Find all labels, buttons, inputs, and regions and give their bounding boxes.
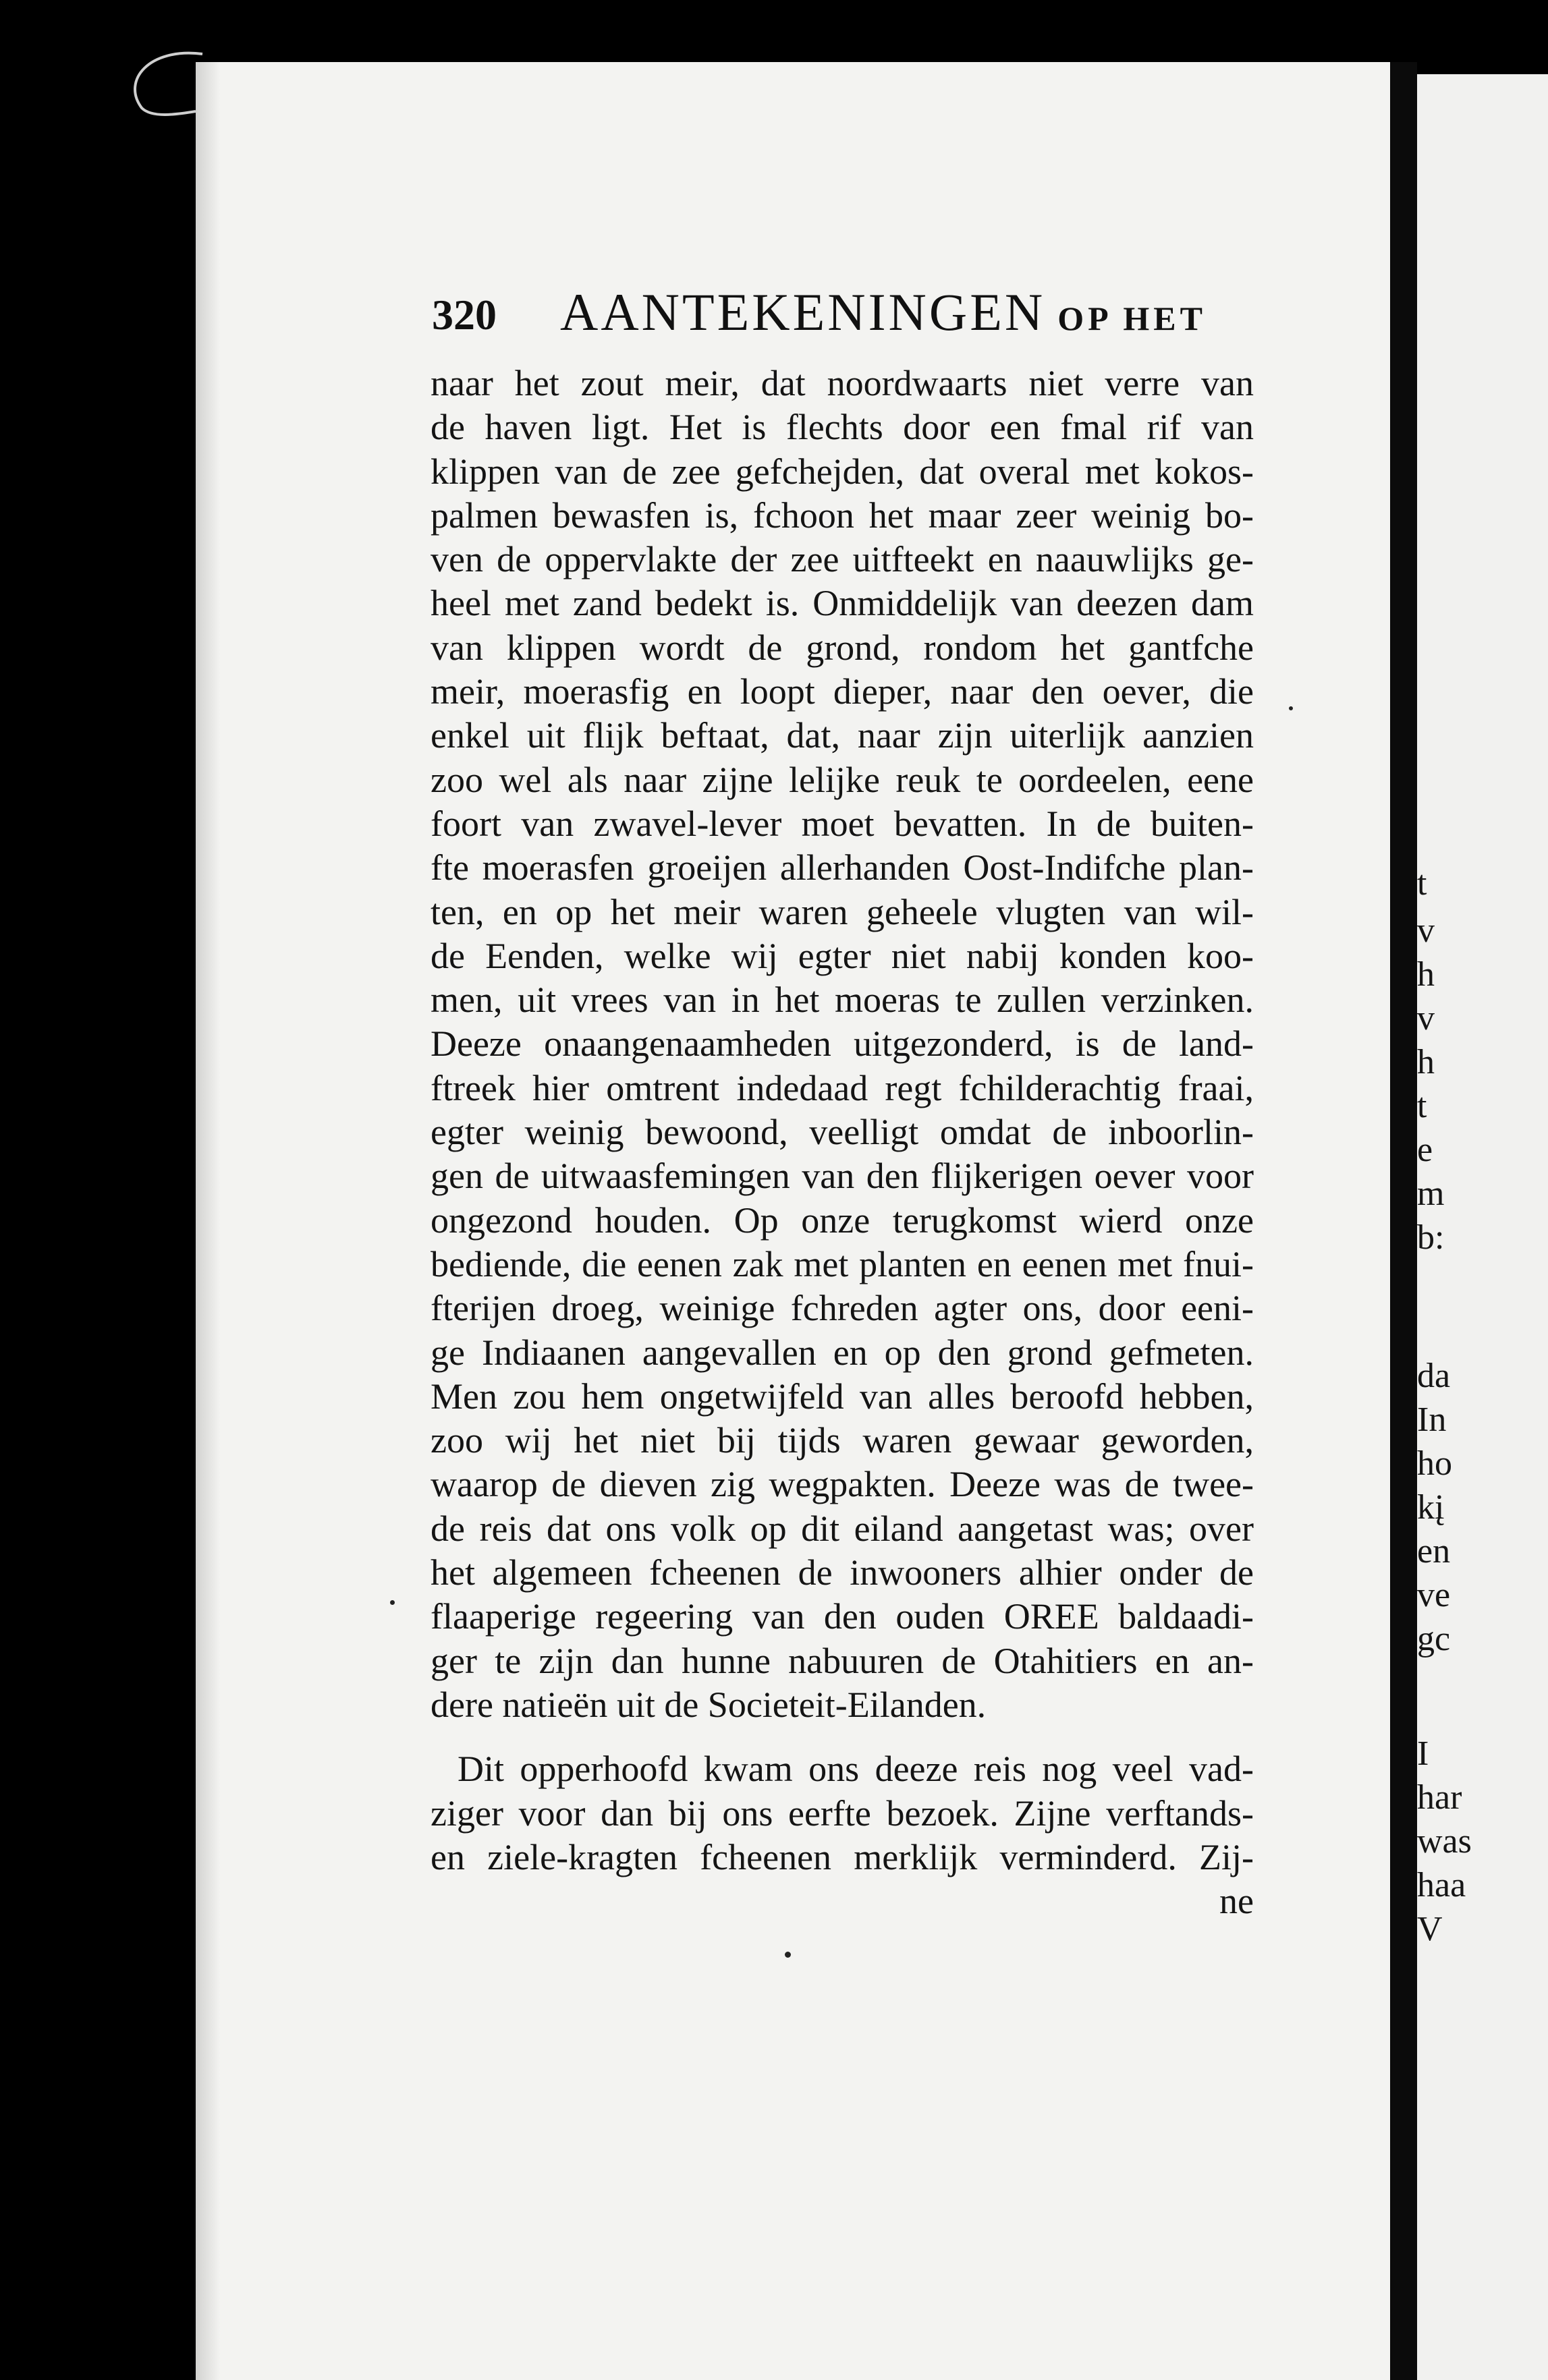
right-page-fragment: t xyxy=(1417,1087,1427,1125)
text-line: van klippen wordt de grond, rondom het gantfche xyxy=(431,627,1254,668)
right-page-fragment: ho xyxy=(1417,1444,1452,1483)
paragraph-2 xyxy=(431,1747,1254,1879)
text-line: waarop de dieven zig wegpakten. Deeze was de twee- xyxy=(431,1464,1254,1505)
text-line: ger te zijn dan hunne nabuuren de Otahitiers en an- xyxy=(431,1640,1254,1681)
catchword: ne xyxy=(1219,1881,1254,1922)
text-line: Deeze onaangenaamheden uitgezonderd, is de land- xyxy=(431,1023,1254,1065)
book-gutter xyxy=(1390,62,1417,2380)
running-header xyxy=(432,282,1242,349)
right-page-fragment: V xyxy=(1417,1910,1443,1948)
text-line: gen de uitwaasfemingen van den flijkerigen oever voor xyxy=(431,1156,1254,1197)
text-line: ongezond houden. Op onze terugkomst wierd onze xyxy=(431,1199,1254,1241)
right-page-fragment: h xyxy=(1417,955,1435,994)
page-edge-curl xyxy=(121,40,216,121)
text-line: de haven ligt. Het is flechts door een fmal rif van xyxy=(431,407,1254,448)
right-page-fragment: I xyxy=(1417,1734,1429,1773)
text-line: ziger voor dan bij ons eerfte bezoek. Zijne verftands- xyxy=(431,1792,1254,1834)
right-page-fragment: v xyxy=(1417,999,1435,1038)
right-page-fragment: e xyxy=(1417,1131,1433,1169)
right-page-fragment: har xyxy=(1417,1778,1462,1817)
right-page-fragment: t xyxy=(1417,864,1427,903)
text-line: klippen van de zee gefchejden, dat overal met kokos- xyxy=(431,451,1254,492)
right-page-fragment: m xyxy=(1417,1174,1445,1213)
right-page-fragment: In xyxy=(1417,1400,1447,1439)
running-title-suffix: OP HET xyxy=(1057,300,1207,337)
ink-speck xyxy=(785,1952,791,1958)
running-title-main: AANTEKENINGEN xyxy=(560,283,1046,341)
right-page xyxy=(1417,74,1548,2380)
ink-speck xyxy=(1289,706,1293,710)
text-line: egter weinig bewoond, veelligt omdat de inboorlin- xyxy=(431,1112,1254,1153)
text-line: en ziele-kragten fcheenen merklijk verminderd. Zij- xyxy=(431,1836,1254,1877)
right-page-fragment: kį xyxy=(1417,1488,1445,1527)
ink-speck xyxy=(390,1600,395,1605)
text-line: de reis dat ons volk op dit eiland aangetast was; over xyxy=(431,1508,1254,1549)
page-number: 320 xyxy=(432,291,497,339)
text-line: meir, moerasfig en loopt dieper, naar den oever, die xyxy=(431,671,1254,712)
right-page-fragment: da xyxy=(1417,1357,1451,1395)
text-line: de Eenden, welke wij egter niet nabij konden koo- xyxy=(431,935,1254,976)
text-line: zoo wij het niet bij tijds waren gewaar geworden, xyxy=(431,1420,1254,1461)
right-page-fragment: en xyxy=(1417,1532,1451,1570)
text-line: bediende, die eenen zak met planten en eenen met fnui- xyxy=(431,1243,1254,1284)
text-line: ven de oppervlakte der zee uitfteekt en naauwlijks ge- xyxy=(431,539,1254,580)
text-line: naar het zout meir, dat noordwaarts niet verre van xyxy=(431,363,1254,403)
text-line: fterijen droeg, weinige fchreden agter ons, door eeni- xyxy=(431,1288,1254,1329)
text-line: Dit opperhoofd kwam ons deeze reis nog veel vad- xyxy=(458,1749,1254,1790)
text-line: palmen bewasfen is, fchoon het maar zeer weinig bo- xyxy=(431,494,1254,536)
text-line: dere natieën uit de Societeit-Eilanden. xyxy=(431,1684,987,1725)
text-line: ftreek hier omtrent indedaad regt fchilderachtig fraai, xyxy=(431,1067,1254,1108)
right-page-fragment: was xyxy=(1417,1822,1472,1861)
text-line: enkel uit flijk beftaat, dat, naar zijn uiterlijk aanzien xyxy=(431,715,1254,756)
right-page-fragment: haa xyxy=(1417,1866,1466,1904)
text-line: flaaperige regeering van den ouden OREE baldaadi- xyxy=(431,1596,1254,1637)
text-line: heel met zand bedekt is. Onmiddelijk van deezen dam xyxy=(431,583,1254,624)
right-page-fragment: h xyxy=(1417,1043,1435,1081)
paragraph-1 xyxy=(431,362,1254,1727)
text-line: ten, en op het meir waren geheele vlugten van wil- xyxy=(431,891,1254,932)
right-page-fragment: ve xyxy=(1417,1576,1451,1614)
text-line: Men zou hem ongetwijfeld van alles beroofd hebben, xyxy=(431,1376,1254,1417)
right-page-fragment: gc xyxy=(1417,1620,1451,1658)
right-page-fragment: v xyxy=(1417,911,1435,950)
text-line: men, uit vrees van in het moeras te zullen verzinken. xyxy=(431,980,1254,1021)
text-line: het algemeen fcheenen de inwooners alhier onder de xyxy=(431,1552,1254,1593)
text-line: ge Indiaanen aangevallen en op den grond gefmeten. xyxy=(431,1332,1254,1373)
body-text xyxy=(431,362,1254,1923)
running-title xyxy=(560,282,1207,343)
text-line: fte moerasfen groeijen allerhanden Oost-Indifche plan- xyxy=(431,847,1254,888)
text-line: zoo wel als naar zijne lelijke reuk te oordeelen, eene xyxy=(431,759,1254,800)
text-line: foort van zwavel-lever moet bevatten. In de buiten- xyxy=(431,803,1254,844)
right-page-fragment: b: xyxy=(1417,1218,1445,1257)
